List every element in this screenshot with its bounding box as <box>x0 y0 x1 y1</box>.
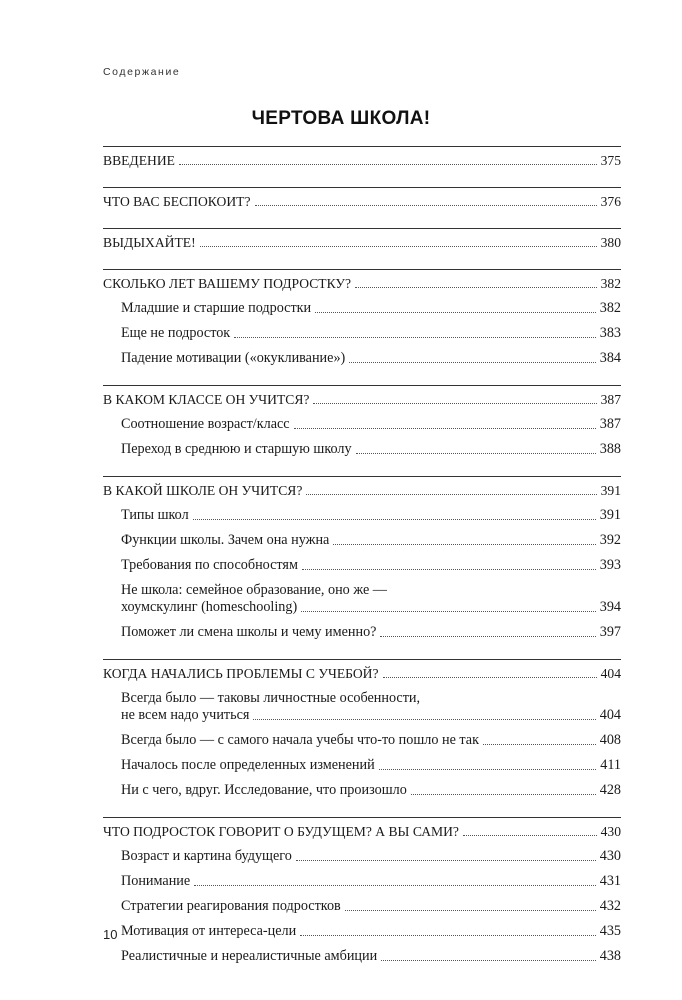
toc-section-entry[interactable] <box>103 391 621 408</box>
dot-leader <box>194 885 596 886</box>
toc-entry-label: Всегда было — с самого начала учебы что-то пошло не так <box>121 732 479 748</box>
toc-entry[interactable] <box>103 624 621 641</box>
dot-leader <box>294 428 596 429</box>
toc-entry[interactable] <box>103 873 621 890</box>
toc-page-number: 391 <box>599 507 621 523</box>
toc-page-number: 404 <box>599 707 621 723</box>
toc-section-label: ВВЕДЕНИЕ <box>103 153 175 168</box>
dot-leader <box>193 519 596 520</box>
toc-entry-label: Возраст и картина будущего <box>121 848 292 864</box>
dot-leader <box>411 794 596 795</box>
toc-section-entry[interactable] <box>103 665 621 682</box>
toc-section-entry[interactable] <box>103 823 621 840</box>
toc-entry-label-line1: Не школа: семейное образование, оно же — <box>121 582 387 598</box>
toc-entry-label: Стратегии реагирования подростков <box>121 898 341 914</box>
dot-leader <box>381 960 596 961</box>
toc-section-label: ЧТО ВАС БЕСПОКОИТ? <box>103 194 251 209</box>
toc-entry[interactable] <box>103 898 621 915</box>
toc-entry-label: Типы школ <box>121 507 189 523</box>
toc-entry-label: Поможет ли смена школы и чему именно? <box>121 624 377 640</box>
toc-entry-label: Ни с чего, вдруг. Исследование, что произошло <box>121 782 407 798</box>
toc-page-number: 383 <box>599 325 621 341</box>
toc-page-number: 388 <box>599 441 621 457</box>
toc-page-number: 387 <box>600 392 621 407</box>
toc-page-number: 376 <box>600 194 621 209</box>
dot-leader <box>255 205 597 206</box>
running-header: Содержание <box>103 66 181 78</box>
toc-entry-label: Еще не подросток <box>121 325 231 341</box>
toc-entry[interactable] <box>103 325 621 342</box>
toc-section-label: В КАКОЙ ШКОЛЕ ОН УЧИТСЯ? <box>103 483 303 498</box>
toc-entry-label: Началось после определенных изменений <box>121 757 375 773</box>
toc-section-label: ВЫДЫХАЙТЕ! <box>103 235 196 250</box>
page-title: ЧЕРТОВА ШКОЛА! <box>251 108 431 129</box>
toc-entry[interactable] <box>103 350 621 367</box>
toc-entry-label: Соотношение возраст/класс <box>121 416 290 432</box>
toc-page-number: 380 <box>600 235 621 250</box>
toc-page-number: 432 <box>599 898 621 914</box>
dot-leader <box>306 494 596 495</box>
table-of-contents <box>103 146 621 973</box>
toc-entry[interactable] <box>103 782 621 799</box>
toc-entry[interactable] <box>103 441 621 458</box>
toc-section-entry[interactable] <box>103 275 621 292</box>
toc-page-number: 387 <box>599 416 621 432</box>
toc-page-number: 392 <box>599 532 621 548</box>
toc-entry[interactable] <box>103 732 621 749</box>
toc-section-entry[interactable] <box>103 193 621 210</box>
toc-page-number: 430 <box>599 848 621 864</box>
toc-entry-label: Требования по способностям <box>121 557 298 573</box>
toc-section-label: В КАКОМ КЛАССЕ ОН УЧИТСЯ? <box>103 392 310 407</box>
toc-entry[interactable] <box>103 757 621 774</box>
dot-leader <box>253 719 595 720</box>
dot-leader <box>300 935 596 936</box>
dot-leader <box>302 569 596 570</box>
toc-entry-label: Реалистичные и нереалистичные амбиции <box>121 948 378 964</box>
toc-section-entry[interactable] <box>103 482 621 499</box>
toc-page-number: 430 <box>600 824 621 839</box>
dot-leader <box>315 312 596 313</box>
page-number: 10 <box>103 927 118 942</box>
toc-page-number: 404 <box>600 666 621 681</box>
dot-leader <box>296 860 596 861</box>
toc-page-number: 411 <box>600 757 621 773</box>
toc-entry-label: Младшие и старшие подростки <box>121 300 312 316</box>
toc-page-number: 382 <box>599 300 621 316</box>
toc-page-number: 382 <box>600 276 621 291</box>
toc-entry-label: Понимание <box>121 873 191 889</box>
toc-section-label: ЧТО ПОДРОСТОК ГОВОРИТ О БУДУЩЕМ? А ВЫ САМИ? <box>103 824 459 839</box>
dot-leader <box>301 611 595 612</box>
toc-entry[interactable] <box>103 557 621 574</box>
dot-leader <box>355 287 597 288</box>
toc-page-number: 393 <box>599 557 621 573</box>
toc-entry-label-line1: Всегда было — таковы личностные особенности, <box>121 690 421 706</box>
toc-page-number: 397 <box>599 624 621 640</box>
dot-leader <box>313 403 596 404</box>
toc-page-number: 375 <box>600 153 621 168</box>
toc-entry-label: Переход в среднюю и старшую школу <box>121 441 352 457</box>
toc-entry-label: Мотивация от интереса-цели <box>121 923 297 939</box>
toc-entry[interactable] <box>103 948 621 965</box>
dot-leader <box>200 246 597 247</box>
toc-entry-label: не всем надо учиться <box>121 707 250 723</box>
toc-page-number: 408 <box>599 732 621 748</box>
toc-page-number: 428 <box>599 782 621 798</box>
dot-leader <box>380 636 595 637</box>
dot-leader <box>179 164 597 165</box>
toc-entry[interactable] <box>103 300 621 317</box>
toc-entry[interactable] <box>103 848 621 865</box>
dot-leader <box>349 362 595 363</box>
dot-leader <box>383 677 597 678</box>
dot-leader <box>379 769 597 770</box>
dot-leader <box>463 835 597 836</box>
toc-section-entry[interactable] <box>103 234 621 251</box>
toc-entry[interactable] <box>103 690 621 724</box>
toc-section-entry[interactable] <box>103 152 621 169</box>
dot-leader <box>345 910 596 911</box>
toc-entry[interactable] <box>103 532 621 549</box>
toc-page-number: 394 <box>599 599 621 615</box>
dot-leader <box>483 744 596 745</box>
toc-entry-label: хоумскулинг (homeschooling) <box>121 599 298 615</box>
toc-entry-label: Падение мотивации («окукливание») <box>121 350 346 366</box>
toc-entry[interactable] <box>103 416 621 433</box>
toc-page-number: 384 <box>599 350 621 366</box>
toc-section-label: СКОЛЬКО ЛЕТ ВАШЕМУ ПОДРОСТКУ? <box>103 276 352 291</box>
dot-leader <box>356 453 596 454</box>
toc-entry-label: Функции школы. Зачем она нужна <box>121 532 330 548</box>
toc-page-number: 391 <box>600 483 621 498</box>
toc-entry[interactable] <box>103 923 621 940</box>
toc-page-number: 438 <box>599 948 621 964</box>
toc-page-number: 431 <box>599 873 621 889</box>
dot-leader <box>333 544 595 545</box>
toc-entry[interactable] <box>103 582 621 616</box>
toc-page-number: 435 <box>599 923 621 939</box>
toc-section-label: КОГДА НАЧАЛИСЬ ПРОБЛЕМЫ С УЧЕБОЙ? <box>103 666 379 681</box>
toc-entry[interactable] <box>103 507 621 524</box>
dot-leader <box>234 337 596 338</box>
